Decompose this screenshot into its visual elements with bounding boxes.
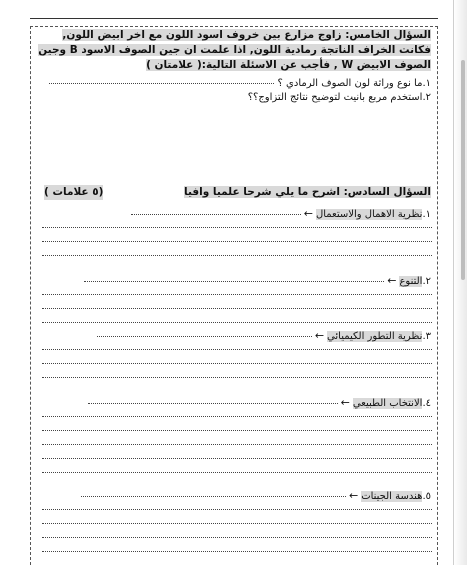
- answer-line: [42, 458, 432, 459]
- answer-line: [131, 214, 301, 215]
- answer-line: [49, 83, 274, 84]
- answer-line: [42, 227, 432, 228]
- answer-line: [81, 496, 346, 497]
- answer-line: [42, 430, 432, 431]
- question-6-item-1: ١.نظرية الاهمال والاستعمال←: [37, 207, 431, 221]
- answer-line: [42, 537, 432, 538]
- exam-frame: [30, 26, 438, 565]
- question-6-item-4: ٤.الانتخاب الطبيعي←: [37, 396, 431, 410]
- top-border: [30, 18, 438, 19]
- answer-line: [42, 255, 432, 256]
- question-6-item-3: ٣.نظرية التطور الكيميائي←: [37, 329, 431, 343]
- answer-line: [42, 322, 432, 323]
- scrollbar[interactable]: [453, 0, 467, 565]
- question-6-item-2: ٢.التنوع←: [37, 274, 431, 288]
- answer-line: [42, 308, 432, 309]
- answer-line: [42, 472, 432, 473]
- answer-line: [42, 551, 432, 552]
- question-5-title: السؤال الخامس: زاوج مزارع بين خروف اسود اللون مع اخر ابيض اللون, فكانت الخراف الناتجة رمادية اللون, اذا علمت ان جين الصوف الاسود B وجين الصوف الابيض W , فأجب عن الاسئلة التالية:( علامتان ): [38, 29, 431, 71]
- question-6-marks: (٥ علامات ): [44, 186, 104, 198]
- arrow-left-icon: ←: [348, 489, 359, 502]
- answer-line: [84, 281, 384, 282]
- scrollbar-thumb[interactable]: [461, 60, 465, 280]
- answer-line: [88, 403, 338, 404]
- answer-line: [42, 363, 432, 364]
- answer-line: [42, 241, 432, 242]
- arrow-left-icon: ←: [387, 274, 397, 287]
- answer-line: [97, 336, 312, 337]
- answer-line: [42, 377, 432, 378]
- question-5-item-1: ١.ما نوع وراثة لون الصوف الرمادي ؟: [37, 77, 431, 90]
- answer-line: [42, 523, 432, 524]
- answer-line: [42, 444, 432, 445]
- question-5-item-2: ٢.استخدم مربع بانيت لتوضيح نتائج التزاوج؟؟: [247, 92, 431, 103]
- question-6-item-5: ٥.هندسة الجينات←: [37, 489, 431, 503]
- arrow-left-icon: ←: [340, 396, 350, 409]
- answer-line: [42, 509, 432, 510]
- answer-line: [42, 349, 432, 350]
- question-6-title: السؤال السادس: اشرح ما يلي شرحا علميا وافيا: [184, 186, 431, 198]
- answer-line: [42, 416, 432, 417]
- arrow-left-icon: ←: [314, 329, 325, 342]
- arrow-left-icon: ←: [303, 207, 313, 220]
- answer-line: [42, 294, 432, 295]
- page-top-margin: [0, 0, 467, 18]
